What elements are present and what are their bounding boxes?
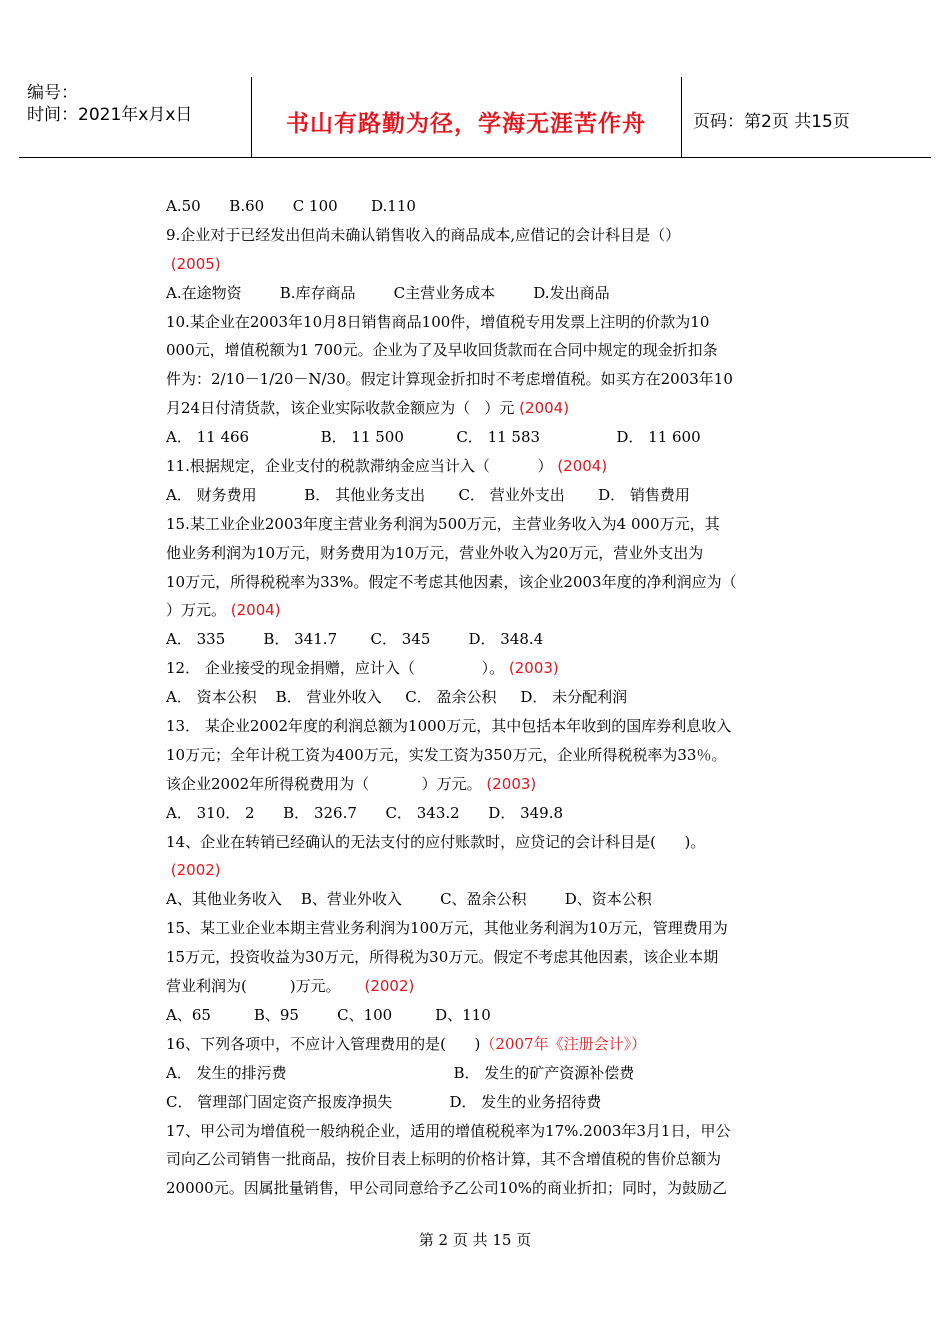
text-line [166,712,806,741]
exam-year-tag: (2004) [519,399,570,418]
text-line [166,221,806,250]
text-line [166,250,806,279]
line-text: 月24日付清货款，该企业实际收款金额应为（ ）元 [166,399,520,418]
text-line [166,683,806,712]
document-body [166,192,806,1203]
line-text: A、65 B、95 C、100 D、110 [166,1005,491,1024]
text-line [166,770,806,799]
text-line [166,452,806,481]
line-text: 10万元，所得税税率为33%。假定不考虑其他因素，该企业2003年度的净利润应为（ [166,572,737,591]
text-line [166,192,806,221]
line-text: ）万元。 [166,601,231,620]
text-line [166,394,806,423]
text-line [166,336,806,365]
text-line [166,1174,806,1203]
line-text: 20000元。因属批量销售，甲公司同意给予乙公司10%的商业折扣；同时，为鼓励乙 [166,1179,728,1198]
serial-label: 编号： [27,83,78,103]
text-line [166,365,806,394]
line-text: 他业务利润为10万元，财务费用为10万元，营业外收入为20万元，营业外支出为 [166,543,704,562]
exam-year-tag: (2002) [170,861,221,880]
text-line [166,972,806,1001]
line-text: 10.某企业在2003年10月8日销售商品100件，增值税专用发票上注明的价款为10 [166,312,710,331]
exam-year-tag: (2005) [170,254,221,273]
text-line [166,885,806,914]
text-line [166,481,806,510]
text-line [166,1117,806,1146]
text-line [166,914,806,943]
text-line [166,1030,806,1059]
line-text: 15.某工业企业2003年度主营业务利润为500万元，主营业务收入为4 000万元，其 [166,514,720,533]
text-line [166,596,806,625]
text-line [166,1088,806,1117]
page-footer: 第 2 页 共 15 页 [418,1231,532,1249]
time-label: 时间：2021年x月x日 [27,105,193,125]
line-text: A． 310． 2 B． 326.7 C． 343.2 D． 349.8 [166,803,564,822]
exam-source-tag: （2007年《注册会计》） [480,1034,647,1053]
page-header [19,77,931,158]
line-text: 15万元，投资收益为30万元，所得税为30万元。假定不考虑其他因素，该企业本期 [166,948,719,967]
text-line [166,1001,806,1030]
line-text: 12． 企业接受的现金捐赠，应计入（ ）。 [166,659,509,678]
line-text: 件为：2/10－1/20－N/30。假定计算现金折扣时不考虑增值税。如买方在2003年10 [166,370,733,389]
text-line [166,568,806,597]
text-line [166,654,806,683]
line-text: 营业利润为( )万元。 [166,977,365,996]
header-meta [19,77,252,157]
line-text: 16、下列各项中，不应计入管理费用的是( ) [166,1034,481,1053]
line-text: A． 335 B． 341.7 C． 345 D． 348.4 [166,630,544,649]
line-text: 9.企业对于已经发出但尚未确认销售收入的商品成本,应借记的会计科目是（） [166,225,681,244]
line-text: 该企业2002年所得税费用为（ ）万元。 [166,774,487,793]
text-line [166,279,806,308]
exam-year-tag: (2003) [486,774,537,793]
line-text: A． 资本公积 B． 营业外收入 C． 盈余公积 D． 未分配利润 [166,688,628,707]
line-text: A、其他业务收入 B、营业外收入 C、盈余公积 D、资本公积 [166,890,652,909]
line-text: C． 管理部门固定资产报废净损失 D． 发生的业务招待费 [166,1092,602,1111]
exam-year-tag: (2002) [364,977,415,996]
text-line [166,943,806,972]
text-line [166,828,806,857]
line-text: A． 发生的排污费 B． 发生的矿产资源补偿费 [166,1063,635,1082]
text-line [166,625,806,654]
line-text: A.在途物资 B.库存商品 C主营业务成本 D.发出商品 [166,283,610,302]
line-text: 000元，增值税额为1 700元。企业为了及早收回货款而在合同中规定的现金折扣条 [166,341,718,360]
motto: 书山有路勤为径，学海无涯苦作舟 [286,111,646,137]
line-text: A． 财务费用 B． 其他业务支出 C． 营业外支出 D． 销售费用 [166,485,690,504]
exam-year-tag: (2004) [230,601,281,620]
line-text: A． 11 466 B． 11 500 C． 11 583 D． 11 600 [166,428,701,447]
text-line [166,1059,806,1088]
line-text: 11.根据规定，企业支付的税款滞纳金应当计入（ ） [166,457,558,476]
line-text: 13． 某企业2002年度的利润总额为1000万元，其中包括本年收到的国库券利息收入 [166,717,732,736]
line-text: 14、企业在转销已经确认的无法支付的应付账款时，应贷记的会计科目是( )。 [166,832,706,851]
header-motto-cell [251,77,682,157]
text-line [166,308,806,337]
text-line [166,423,806,452]
exam-year-tag: (2003) [508,659,559,678]
text-line [166,741,806,770]
text-line [166,856,806,885]
line-text: A.50 B.60 C 100 D.110 [166,197,416,215]
line-text: 17、甲公司为增值税一般纳税企业，适用的增值税税率为17%.2003年3月1日，甲公 [166,1121,731,1140]
line-text: 10万元；全年计税工资为400万元，实发工资为350万元，企业所得税税率为33％。 [166,745,727,764]
text-line [166,539,806,568]
line-text: 15、某工业企业本期主营业务利润为100万元，其他业务利润为10万元，管理费用为 [166,919,728,938]
text-line [166,510,806,539]
exam-year-tag: (2004) [557,457,608,476]
text-line [166,799,806,828]
line-text: 司向乙公司销售一批商品，按价目表上标明的价格计算，其不含增值税的售价总额为 [166,1150,722,1169]
text-line [166,1145,806,1174]
page-number-label: 页码：第2页 共15页 [693,112,850,132]
